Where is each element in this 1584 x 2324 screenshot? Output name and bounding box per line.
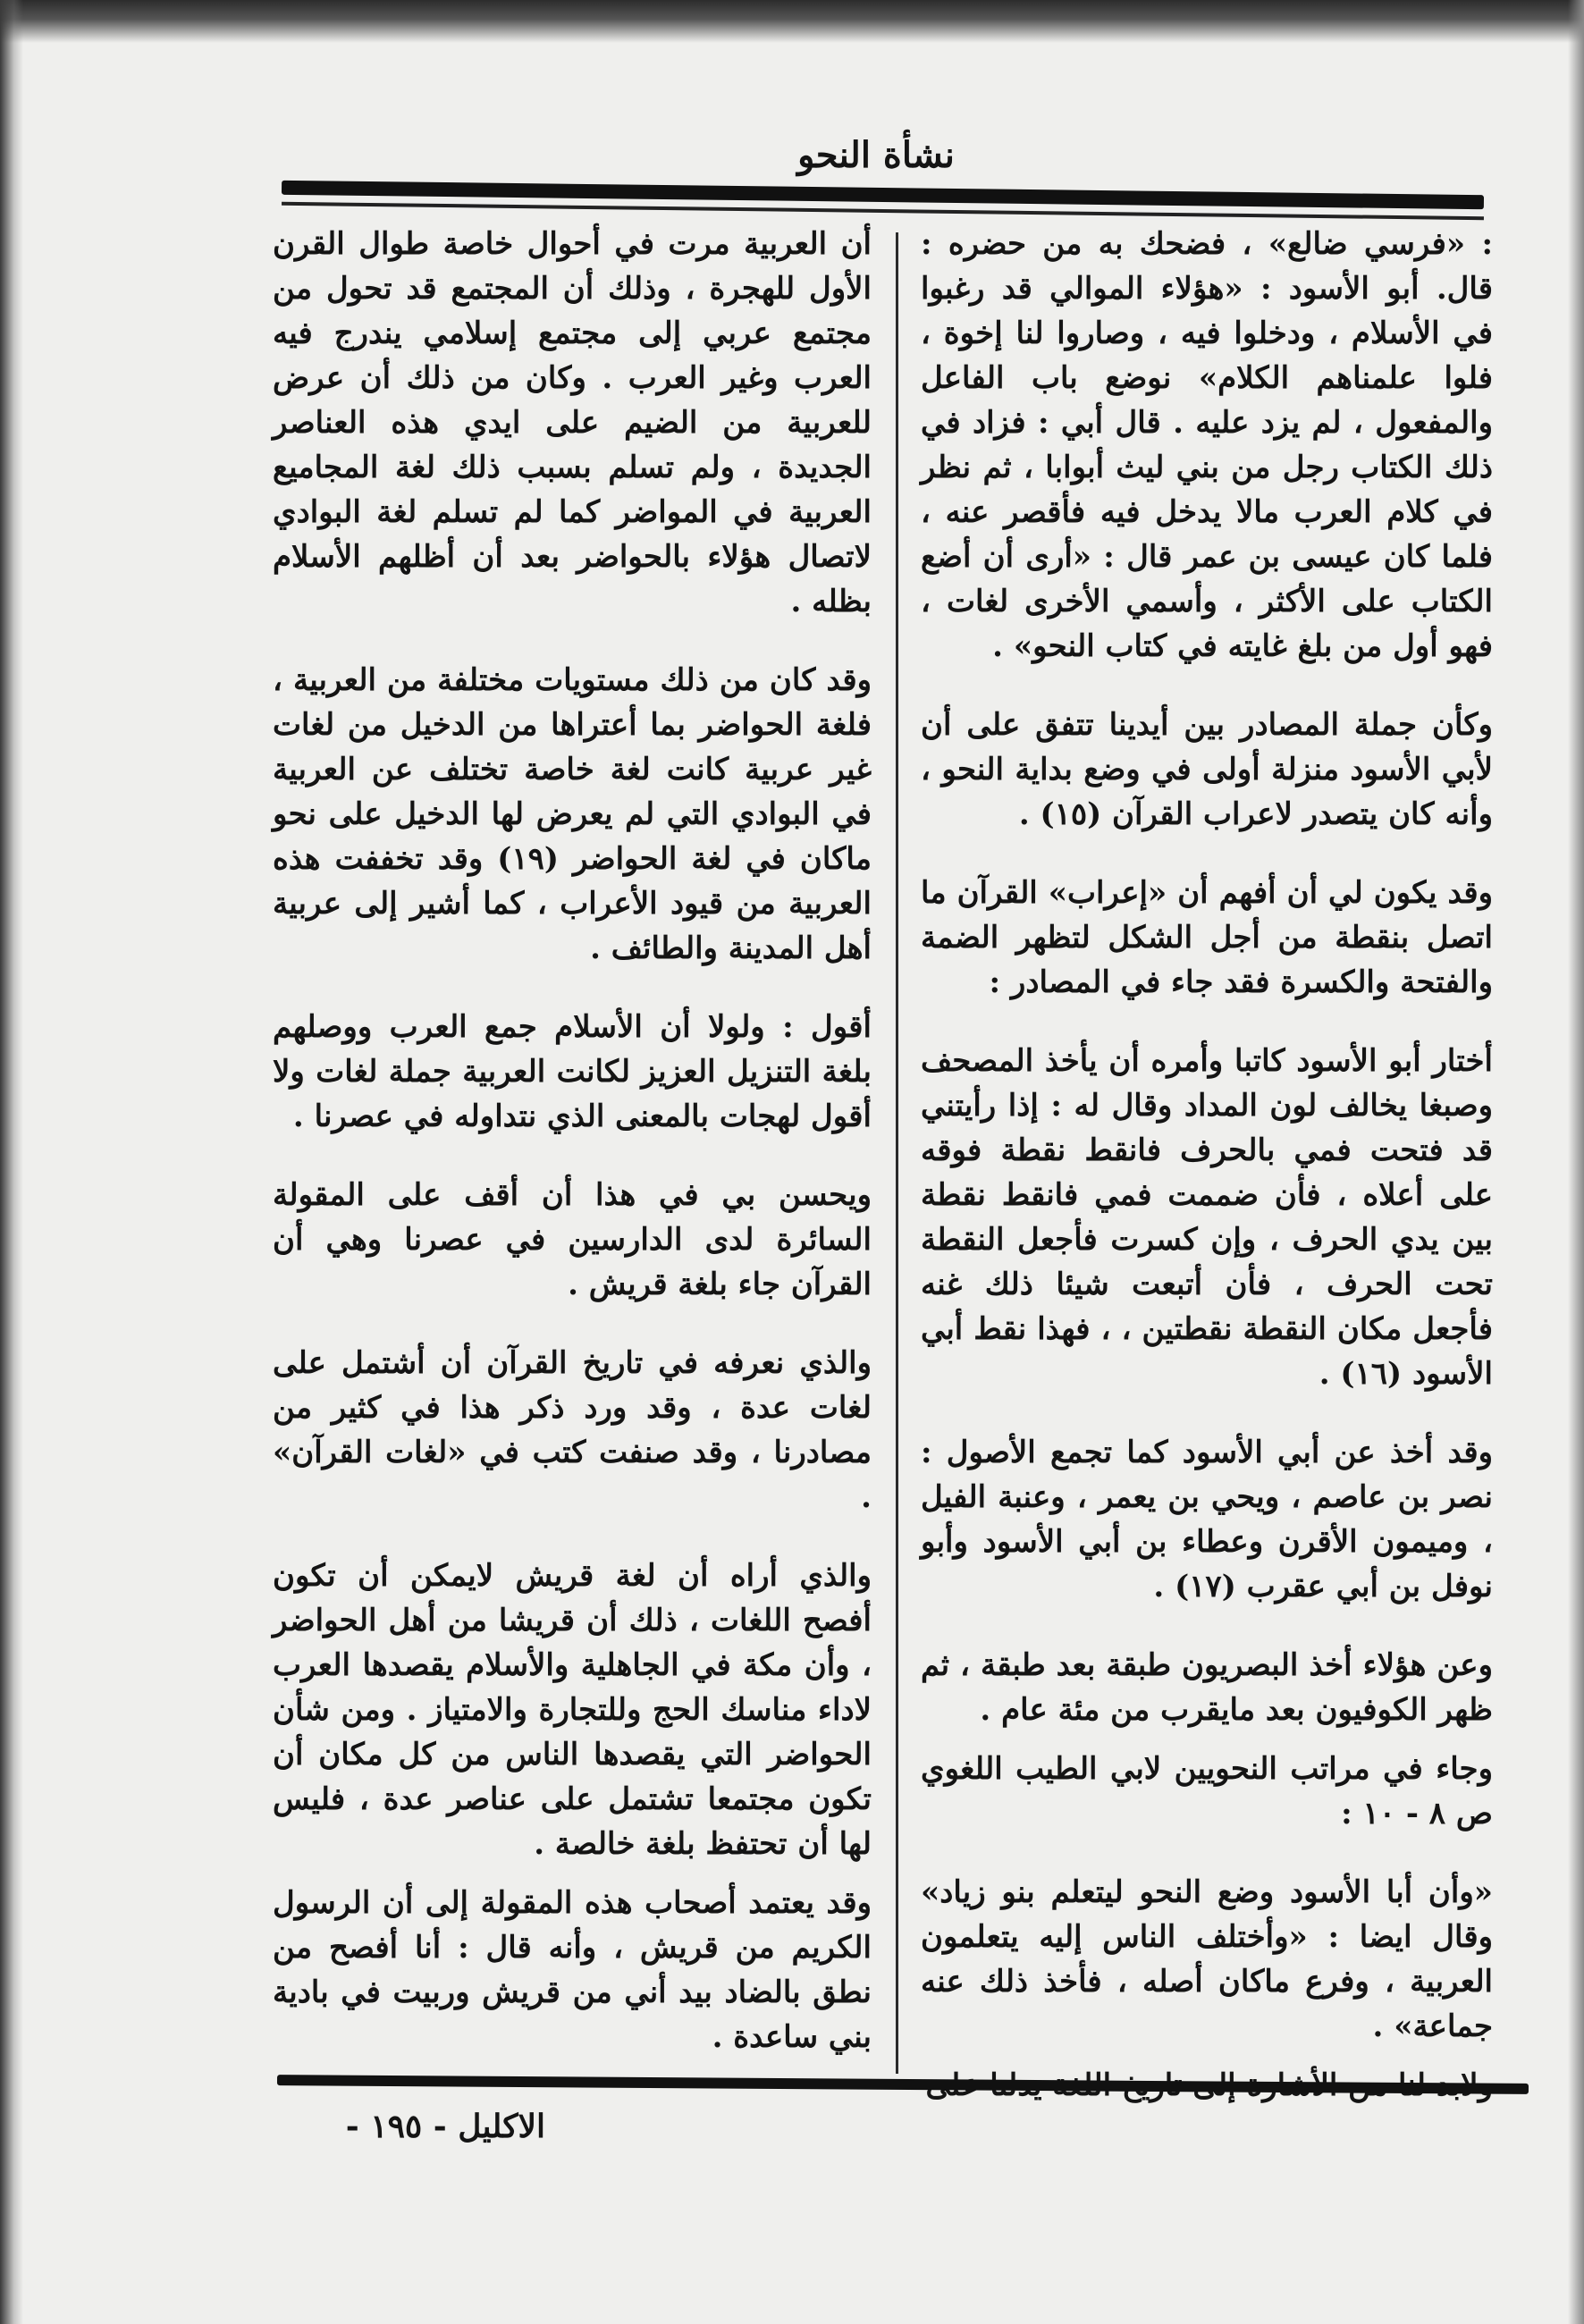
paragraph: وكأن جملة المصادر بين أيدينا تتفق على أن لأبي الأسود منزلة أولى في وضع بداية النحو ، وأنه كان يتصدر لاعراب القرآن (١٥) . [921, 707, 1493, 832]
right-column [921, 222, 1493, 2072]
paragraph: وقد كان من ذلك مستويات مختلفة من العربية ، فلغة الحواضر بما أعتراها من الدخيل من لغات غير عربية كانت لغة خاصة تختلف عن العربية في البوادي التي لم يعرض لها الدخيل على نحو ماكان في لغة الحواضر (١٩) وقد تخففت هذه العربية من قيود الأعراب ، كما أشير إلى عربية أهل المدينة والطائف . [273, 662, 872, 966]
column-divider [896, 232, 898, 2074]
running-title: نشأة النحو [797, 134, 955, 176]
paragraph: أن العربية مرت في أحوال خاصة طوال القرن الأول للهجرة ، وذلك أن المجتمع قد تحول من مجتمع عربي إلى مجتمع إسلامي يندرج فيه العرب وغير العرب . وكان من ذلك أن عرض للعربية من الضيم على ايدي هذه العناصر الجديدة ، ولم تسلم بسبب ذلك لغة المجاميع العربية في المواضر كما لم تسلم لغة البوادي لاتصال هؤلاء بالحواضر بعد أن أظلهم الأسلام بظله . [273, 226, 872, 619]
scan-edge-top [0, 0, 1584, 43]
paragraph: وجاء في مراتب النحويين لابي الطيب اللغوي ص ٨ - ١٠ : [921, 1751, 1493, 1831]
paragraph: وقد يعتمد أصحاب هذه المقولة إلى أن الرسول الكريم من قريش ، وأنه قال : أنا أفصح من نطق بالضاد بيد أني من قريش وربيت في بادية بني ساعدة . [273, 1885, 872, 2055]
paragraph: «وأن أبا الأسود وضع النحو ليتعلم بنو زياد» وقال ايضا : «وأختلف الناس إليه يتعلمون العربية ، وفرع ماكان أصله ، فأخذ ذلك عنه جماعة» . [921, 1874, 1493, 2044]
paragraph: وقد يكون لي أن أفهم أن «إعراب» القرآن ما اتصل بنقطة من أجل الشكل لتظهر الضمة والفتحة والكسرة فقد جاء في المصادر : [921, 875, 1493, 1000]
scan-edge-left [0, 0, 23, 2324]
paragraph: والذي أراه أن لغة قريش لايمكن أن تكون أفصح اللغات ، ذلك أن قريشا من أهل الحواضر ، وأن مكة في الجاهلية والأسلام يقصدها العرب لاداء مناسك الحج وللتجارة والامتياز . ومن شأن الحواضر التي يقصدها الناس من كل مكان أن تكون مجتمعا تشتمل على عناصر عدة ، فليس لها أن تحتفظ بلغة خالصة . [273, 1558, 872, 1862]
scan-edge-right [1568, 0, 1584, 2324]
paragraph: ويحسن بي في هذا أن أقف على المقولة السائرة لدى الدارسين في عصرنا وهي أن القرآن جاء بلغة قريش . [273, 1177, 872, 1302]
paragraph: : «فرسي ضالع» ، فضحك به من حضره : قال. أبو الأسود : «هؤلاء الموالي قد رغبوا في الأسلام ، ودخلوا فيه ، وصاروا لنا إخوة ، فلوا علمناهم الكلام» نوضع باب الفاعل والمفعول ، لم يزد عليه . قال أبي : فزاد في ذلك الكتاب رجل من بني ليث أبوابا ، ثم نظر في كلام العرب مالا يدخل فيه فأقصر عنه ، فلما كان عيسى بن عمر قال : «أرى أن أضع الكتاب على الأكثر ، وأسمي الأخرى لغات ، فهو أول من بلغ غايته في كتاب النحو» . [921, 226, 1493, 664]
left-column [273, 222, 872, 2072]
paragraph: والذي نعرفه في تاريخ القرآن أن أشتمل على لغات عدة ، وقد ورد ذكر هذا في كثير من مصادرنا ، وقد صنفت كتب في «لغات القرآن» . [273, 1345, 872, 1515]
page-number: الاكليل - ١٩٥ - [345, 2108, 545, 2145]
paragraph: أختار أبو الأسود كاتبا وأمره أن يأخذ المصحف وصبغا يخالف لون المداد وقال له : إذا رأيتني قد فتحت فمي بالحرف فانقط نقطة فوقه على أعلاه ، فأن ضممت فمي فانقط نقطة بين يدي الحرف ، وإن كسرت فأجعل النقطة تحت الحرف ، فأن أتبعت شيئا ذلك غنه فأجعل مكان النقطة نقطتين ، ، فهذا نقط أبي الأسود (١٦) . [921, 1043, 1493, 1392]
paragraph: وعن هؤلاء أخذ البصريون طبقة بعد طبقة ، ثم ظهر الكوفيون بعد مايقرب من مئة عام . [921, 1647, 1493, 1728]
paragraph: أقول : ولولا أن الأسلام جمع العرب ووصلهم بلغة التنزيل العزيز لكانت العربية جملة لغات ولا أقول لهجات بالمعنى الذي نتداوله في عصرنا . [273, 1009, 872, 1134]
paragraph: وقد أخذ عن أبي الأسود كما تجمع الأصول : نصر بن عاصم ، ويحي بن يعمر ، وعنبة الفيل ، وميمون الأقرن وعطاء بن أبي الأسود وأبو نوفل بن أبي عقرب (١٧) . [921, 1435, 1493, 1604]
